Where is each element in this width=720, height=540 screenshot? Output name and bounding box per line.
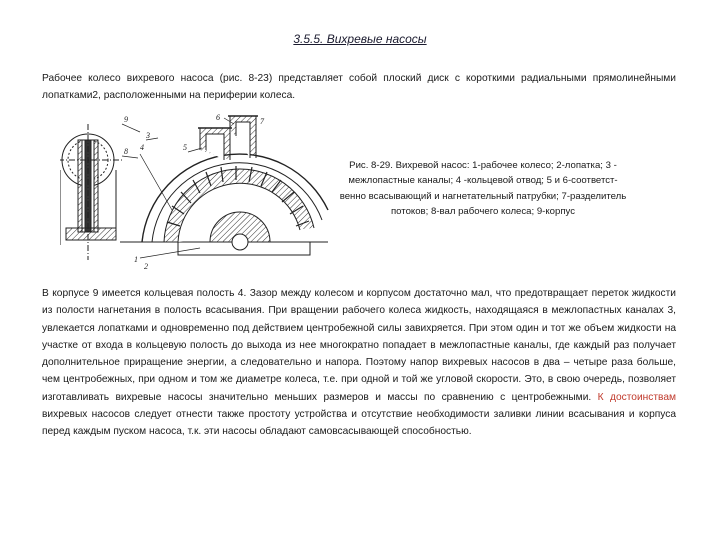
body-text-part1: В корпусе 9 имеется кольцевая полость 4. Зазор между колесом и корпусом достаточно мал, что предотвращает переток жидкости из полости нагнетания в полость всасывания. При вращении рабочего колеса жидкость, находящаяся в межлопастных каналах 3, увлекается лопатками и одновременно под действием центробежной силы завихряется. При этом один и тот же объем жидкости на участке от входа в кольцевую полость до выхода из нее многократно попадает в межлопастные каналы, где каждый раз получает дополнительное приращение энергии, а следовательно и напора. Поэтому напор вихревых насосов в два – четыре раза больше, чем центробежных, при одном и том же диаметре колеса, т.е. при одной и той же угловой скорости. Это, в свою очередь, позволяет изготавливать вихревые насосы значительно меньших размеров и массы по сравнению с центробежными. xyxy=(42,288,676,403)
fig-label-6: 6 xyxy=(216,113,220,122)
front-section-view xyxy=(120,116,328,255)
section-title: 3.5.5. Вихревые насосы xyxy=(293,32,427,46)
fig-label-5: 5 xyxy=(183,143,187,152)
fig-label-2: 2 xyxy=(144,262,148,271)
fig-label-9: 9 xyxy=(124,115,128,124)
fig-label-7: 7 xyxy=(260,117,264,126)
body-text-part2: вихревых насосов следует отнести также простоту устройства и отсутствие необходимости заливки линии всасывания и корпуса перед каждым пуском насоса, т.к. эти насосы обладают самовсасывающей способностью. xyxy=(42,409,676,438)
body-highlight: К достоинствам xyxy=(597,391,676,403)
body-paragraph xyxy=(42,285,676,441)
figure-caption: Рис. 8-29. Вихревой насос: 1-рабочее колесо; 2-лопатка; 3 - межлопастные каналы; 4 -кольцевой отвод; 5 и 6-соответст-венно всасывающий и нагнетательный патрубки; 7-разделитель потоков; 8-вал рабочего колеса; 9-корпус xyxy=(339,160,627,218)
vortex-pump-drawing xyxy=(60,110,330,275)
fig-label-1: 1 xyxy=(134,255,138,264)
fig-label-3: 3 xyxy=(146,131,150,140)
side-section-view xyxy=(60,124,122,260)
intro-paragraph: Рабочее колесо вихревого насоса (рис. 8-23) представляет собой плоский диск с короткими радиальными прямолинейными лопатками2, расположенными на периферии колеса. xyxy=(42,73,676,102)
fig-label-4: 4 xyxy=(140,143,144,152)
fig-label-8: 8 xyxy=(124,147,128,156)
